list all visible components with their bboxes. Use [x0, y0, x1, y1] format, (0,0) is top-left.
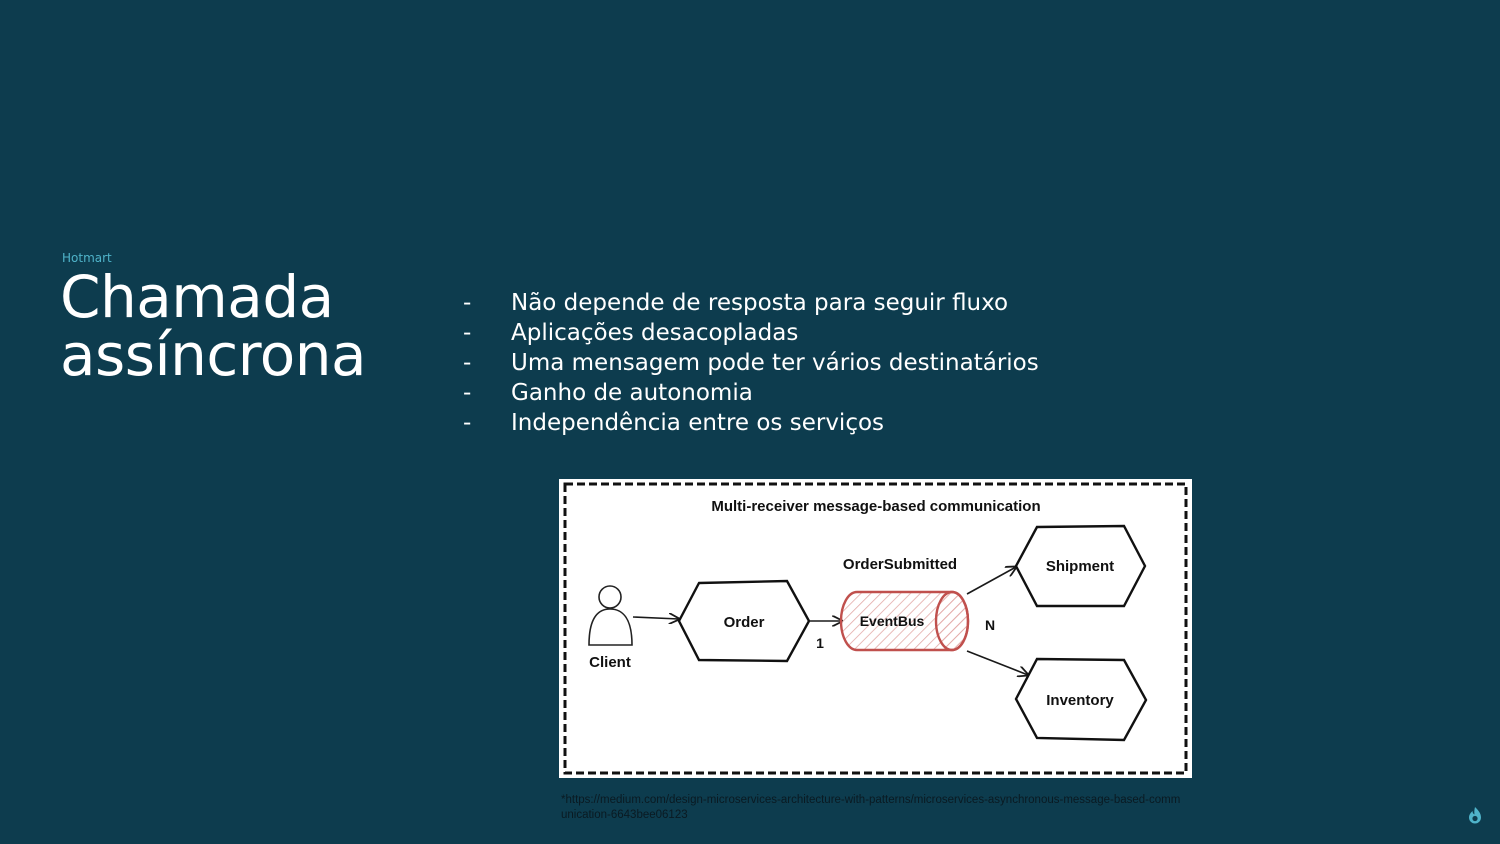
bullet-text: Não depende de resposta para seguir fluxo [511, 290, 1009, 316]
person-icon [589, 586, 632, 645]
bullet-marker: - [463, 410, 472, 436]
bullet-marker: - [463, 350, 472, 376]
shipment-label: Shipment [1045, 558, 1115, 575]
hotmart-flame-icon [1466, 804, 1484, 826]
order-label: Order [723, 614, 765, 631]
bullet-text: Aplicações desacopladas [511, 320, 799, 346]
architecture-diagram [559, 479, 1192, 778]
slide-title-line-2: assíncrona [60, 321, 367, 389]
bullet-marker: - [463, 380, 472, 406]
client-to-order-arrow [633, 617, 679, 619]
diagram-title: Multi-receiver message-based communication [711, 498, 1041, 515]
bullet-item [463, 348, 1039, 378]
slide-title-line-1: Chamada [60, 263, 334, 331]
bullet-text: Ganho de autonomia [511, 380, 753, 406]
inventory-label: Inventory [1046, 692, 1114, 709]
bullet-marker: - [463, 290, 472, 316]
one-label: 1 [816, 635, 824, 651]
bullet-item [463, 288, 1039, 318]
event-name-label: OrderSubmitted [842, 556, 958, 573]
bullet-item [463, 378, 1039, 408]
bullet-marker: - [463, 320, 472, 346]
source-citation: *https://medium.com/design-microservices-architecture-with-patterns/microservices-asynchronous-message-based-communication-6643bee06123 [561, 794, 1181, 821]
eventbus-to-inventory-arrow [967, 651, 1028, 675]
bullet-text: Uma mensagem pode ter vários destinatários [511, 350, 1039, 376]
brand-label: Hotmart [62, 251, 112, 265]
eventbus-to-shipment-arrow [967, 567, 1016, 594]
bullet-list [463, 288, 1039, 438]
client-label: Client [589, 654, 631, 671]
slide-title [60, 263, 367, 389]
many-label: N [984, 617, 996, 633]
eventbus-label: EventBus [859, 613, 925, 629]
bullet-text: Independência entre os serviços [511, 410, 885, 436]
bullet-item [463, 408, 1039, 438]
bullet-item [463, 318, 1039, 348]
